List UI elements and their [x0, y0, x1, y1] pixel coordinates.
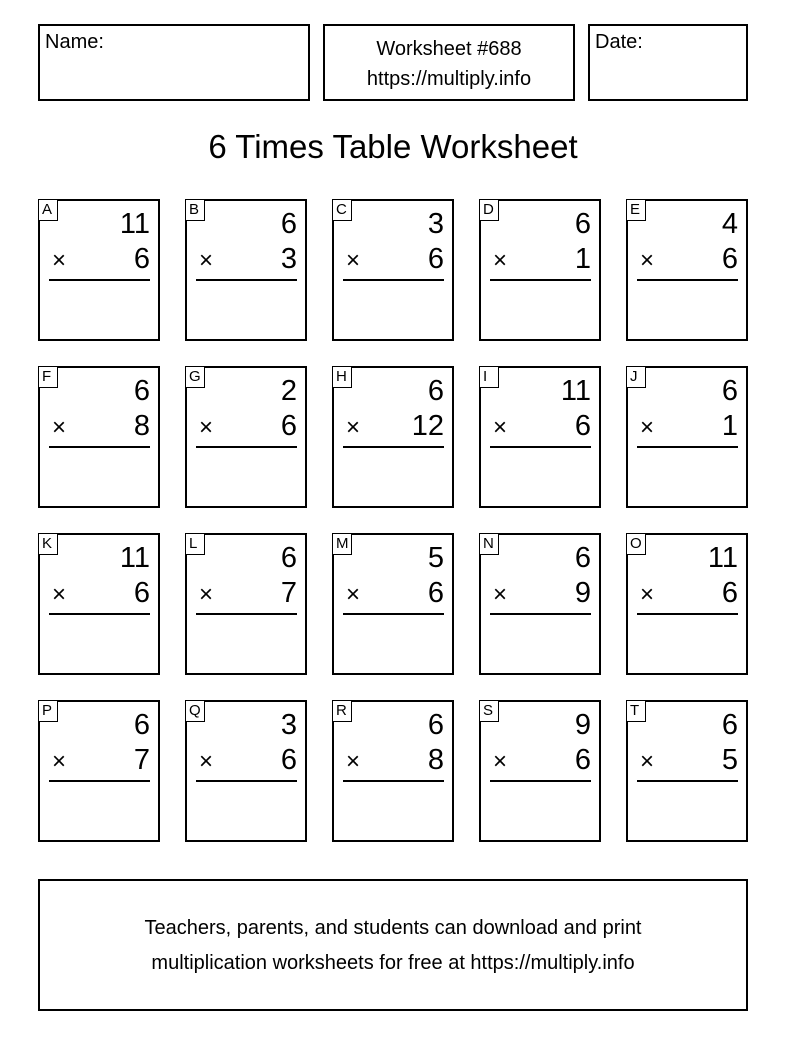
problem-bottom-number: 6 — [721, 577, 738, 609]
answer-rule — [490, 279, 591, 281]
answer-rule — [196, 780, 297, 782]
problem-box[interactable] — [332, 199, 454, 341]
problem-top-number: 2 — [280, 375, 297, 407]
times-sign: × — [493, 414, 508, 441]
problem-top-number: 6 — [280, 542, 297, 574]
problem-box[interactable] — [479, 366, 601, 508]
answer-rule — [196, 446, 297, 448]
answer-rule — [637, 279, 738, 281]
problem-box[interactable] — [479, 533, 601, 675]
problem-letter: E — [626, 199, 646, 221]
times-sign: × — [199, 748, 214, 775]
times-sign: × — [52, 414, 67, 441]
site-url: https://multiply.info — [366, 68, 532, 90]
times-sign: × — [52, 748, 67, 775]
problem-top-number: 6 — [133, 709, 150, 741]
times-sign: × — [199, 247, 214, 274]
answer-rule — [343, 446, 444, 448]
footer-line-2: multiplication worksheets for free at https://multiply.info — [151, 952, 635, 974]
answer-rule — [637, 613, 738, 615]
problem-letter: L — [185, 533, 205, 555]
times-sign: × — [493, 581, 508, 608]
footer-line-1: Teachers, parents, and students can download and print — [144, 917, 642, 939]
footer-box — [38, 879, 748, 1011]
page-title: 6 Times Table Worksheet — [208, 128, 578, 165]
times-sign: × — [346, 581, 361, 608]
problem-box[interactable] — [479, 199, 601, 341]
problem-letter: H — [332, 366, 352, 388]
answer-rule — [49, 446, 150, 448]
problem-box[interactable] — [332, 533, 454, 675]
answer-rule — [49, 279, 150, 281]
problem-letter: J — [626, 366, 646, 388]
problem-bottom-number: 7 — [280, 577, 297, 609]
problem-bottom-number: 1 — [721, 410, 738, 442]
problem-box[interactable] — [185, 199, 307, 341]
problem-top-number: 6 — [574, 208, 591, 240]
problem-bottom-number: 6 — [133, 243, 150, 275]
answer-rule — [196, 279, 297, 281]
problem-top-number: 6 — [427, 709, 444, 741]
problem-bottom-number: 5 — [721, 744, 738, 776]
times-sign: × — [346, 414, 361, 441]
times-sign: × — [640, 414, 655, 441]
times-sign: × — [640, 748, 655, 775]
answer-rule — [490, 446, 591, 448]
problem-box[interactable] — [626, 366, 748, 508]
times-sign: × — [493, 247, 508, 274]
problem-top-number: 11 — [119, 208, 150, 240]
problem-letter: T — [626, 700, 646, 722]
problem-bottom-number: 1 — [574, 243, 591, 275]
problem-top-number: 11 — [119, 542, 150, 574]
problem-box[interactable] — [185, 700, 307, 842]
name-label: Name: — [45, 31, 104, 53]
name-box[interactable] — [38, 24, 310, 101]
problem-top-number: 11 — [707, 542, 738, 574]
worksheet-info-box — [323, 24, 575, 101]
times-sign: × — [640, 581, 655, 608]
times-sign: × — [346, 748, 361, 775]
problem-top-number: 6 — [427, 375, 444, 407]
times-sign: × — [52, 247, 67, 274]
answer-rule — [637, 780, 738, 782]
problem-bottom-number: 6 — [280, 410, 297, 442]
problem-top-number: 3 — [427, 208, 444, 240]
answer-rule — [343, 613, 444, 615]
problem-bottom-number: 12 — [411, 410, 444, 442]
problem-top-number: 6 — [133, 375, 150, 407]
problem-top-number: 6 — [574, 542, 591, 574]
answer-rule — [196, 613, 297, 615]
problem-bottom-number: 6 — [427, 243, 444, 275]
problem-bottom-number: 8 — [133, 410, 150, 442]
problem-box[interactable] — [38, 366, 160, 508]
problem-top-number: 4 — [721, 208, 738, 240]
answer-rule — [49, 613, 150, 615]
problem-letter: C — [332, 199, 352, 221]
problem-box[interactable] — [185, 366, 307, 508]
problem-box[interactable] — [38, 533, 160, 675]
problem-letter: N — [479, 533, 499, 555]
answer-rule — [637, 446, 738, 448]
problem-box[interactable] — [626, 533, 748, 675]
problem-bottom-number: 6 — [133, 577, 150, 609]
times-sign: × — [346, 247, 361, 274]
problem-top-number: 6 — [721, 709, 738, 741]
times-sign: × — [199, 414, 214, 441]
problem-box[interactable] — [332, 366, 454, 508]
problem-top-number: 6 — [721, 375, 738, 407]
problem-box[interactable] — [479, 700, 601, 842]
problem-top-number: 6 — [280, 208, 297, 240]
problem-bottom-number: 7 — [133, 744, 150, 776]
worksheet-number: Worksheet #688 — [376, 38, 522, 60]
problem-top-number: 9 — [574, 709, 591, 741]
answer-rule — [490, 780, 591, 782]
times-sign: × — [493, 748, 508, 775]
problem-top-number: 5 — [427, 542, 444, 574]
problem-box[interactable] — [38, 199, 160, 341]
answer-rule — [343, 279, 444, 281]
problem-top-number: 3 — [280, 709, 297, 741]
problem-bottom-number: 3 — [280, 243, 297, 275]
date-label: Date: — [595, 31, 643, 53]
problem-letter: Q — [185, 700, 205, 722]
answer-rule — [49, 780, 150, 782]
problem-bottom-number: 9 — [574, 577, 591, 609]
problem-letter: G — [185, 366, 205, 388]
problem-box[interactable] — [332, 700, 454, 842]
problem-bottom-number: 6 — [574, 410, 591, 442]
problem-letter: P — [38, 700, 58, 722]
date-box[interactable] — [588, 24, 748, 101]
problem-box[interactable] — [185, 533, 307, 675]
problem-letter: D — [479, 199, 499, 221]
problem-letter: R — [332, 700, 352, 722]
problem-bottom-number: 6 — [427, 577, 444, 609]
times-sign: × — [640, 247, 655, 274]
problem-letter: S — [479, 700, 499, 722]
problem-bottom-number: 6 — [574, 744, 591, 776]
problem-letter: F — [38, 366, 58, 388]
answer-rule — [343, 780, 444, 782]
problem-bottom-number: 6 — [280, 744, 297, 776]
problem-letter: A — [38, 199, 58, 221]
problem-box[interactable] — [626, 199, 748, 341]
problem-letter: B — [185, 199, 205, 221]
problem-letter: I — [479, 366, 499, 388]
problem-letter: M — [332, 533, 352, 555]
problem-box[interactable] — [38, 700, 160, 842]
answer-rule — [490, 613, 591, 615]
problem-letter: K — [38, 533, 58, 555]
problem-top-number: 11 — [560, 375, 591, 407]
times-sign: × — [52, 581, 67, 608]
problem-letter: O — [626, 533, 646, 555]
problem-bottom-number: 6 — [721, 243, 738, 275]
problem-bottom-number: 8 — [427, 744, 444, 776]
times-sign: × — [199, 581, 214, 608]
problem-box[interactable] — [626, 700, 748, 842]
